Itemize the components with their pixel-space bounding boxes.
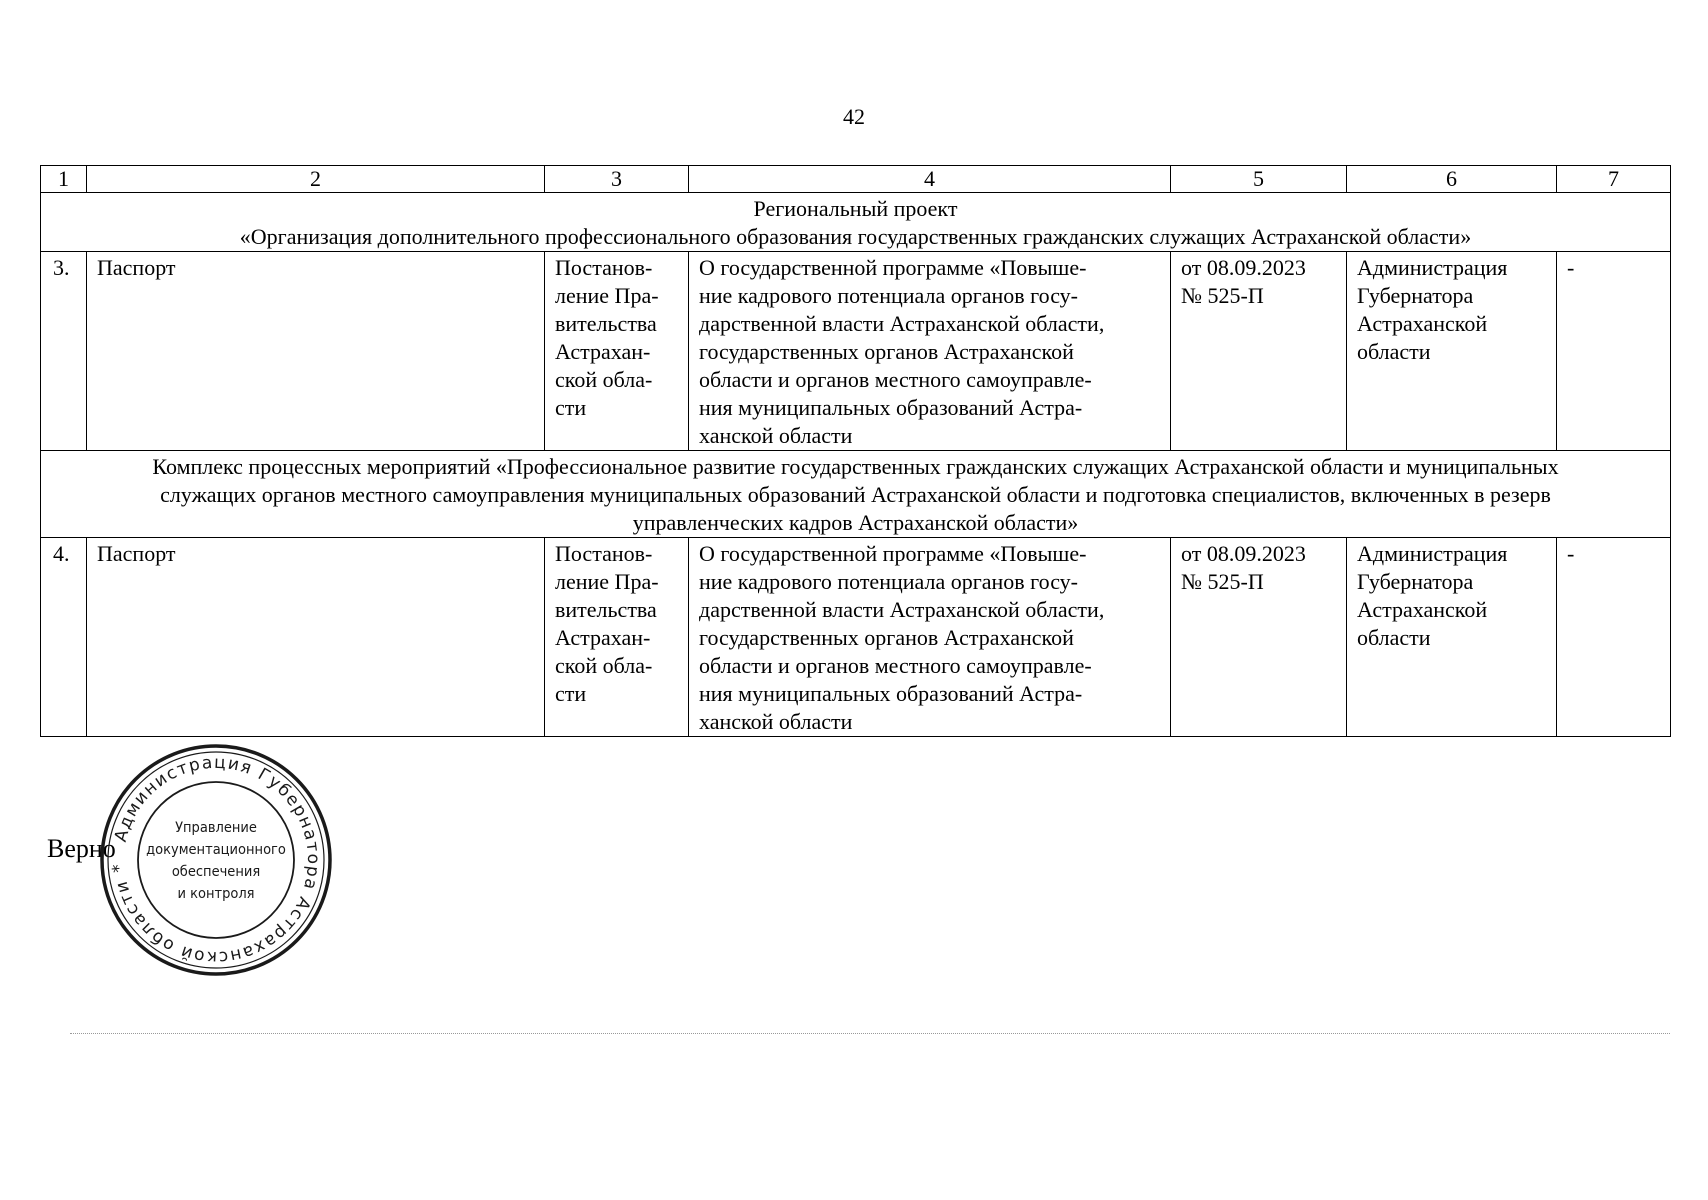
cell-line: ние кадрового потенциала органов госу- xyxy=(699,283,1078,308)
header-cell: 1 xyxy=(41,166,87,193)
section-line: «Организация дополнительного профессионального образования государственных гражданских служащих Астраханской области» xyxy=(239,224,1472,249)
cell-line: от 08.09.2023 xyxy=(1181,541,1306,566)
document-title xyxy=(689,538,1171,737)
cell-line: Астрахан- xyxy=(555,625,651,650)
cell-line: Губернатора xyxy=(1357,283,1474,308)
stamp-ring-text: Администрация Губернатора Астраханской области * xyxy=(108,752,324,968)
document-name: Паспорт xyxy=(87,538,545,737)
header-cell: 7 xyxy=(1557,166,1671,193)
cell-line: дарственной власти Астраханской области, xyxy=(699,597,1105,622)
page-number: 42 xyxy=(843,104,865,129)
cell-line: О государственной программе «Повыше- xyxy=(699,541,1087,566)
section-title xyxy=(41,451,1671,538)
stamp-center-line: обеспечения xyxy=(171,864,261,880)
table-row xyxy=(41,538,1671,737)
cell-line: дарственной власти Астраханской области, xyxy=(699,311,1105,336)
cell-line: государственных органов Астраханской xyxy=(699,625,1074,650)
cell-line: ление Пра- xyxy=(555,569,659,594)
cell-line: ханской области xyxy=(699,423,853,448)
cell-line: вительства xyxy=(555,311,657,336)
cell-line: ние кадрового потенциала органов госу- xyxy=(699,569,1078,594)
stamp-center-line: Управление xyxy=(175,820,257,836)
cell-line: области xyxy=(1357,339,1431,364)
document-table xyxy=(40,165,1671,737)
section-row xyxy=(41,193,1671,252)
header-cell: 5 xyxy=(1171,166,1347,193)
section-title xyxy=(41,193,1671,252)
cell-line: Постанов- xyxy=(555,255,653,280)
verno-label: Верно xyxy=(47,834,116,863)
document-organization xyxy=(1347,252,1557,451)
cell-line: сти xyxy=(555,681,587,706)
cell-line: Астрахан- xyxy=(555,339,651,364)
document-organization xyxy=(1347,538,1557,737)
row-number: 3. xyxy=(41,252,87,451)
cell-line: Губернатора xyxy=(1357,569,1474,594)
stamp-seal xyxy=(96,740,336,980)
cell-line: государственных органов Астраханской xyxy=(699,339,1074,364)
document-title xyxy=(689,252,1171,451)
cell-line: от 08.09.2023 xyxy=(1181,255,1306,280)
cell-line: ния муниципальных образований Астра- xyxy=(699,681,1083,706)
cell-line: Администрация xyxy=(1357,541,1508,566)
header-cell: 3 xyxy=(545,166,689,193)
table-row xyxy=(41,252,1671,451)
cell-line: № 525-П xyxy=(1181,569,1264,594)
header-cell: 2 xyxy=(87,166,545,193)
cell-line: ление Пра- xyxy=(555,283,659,308)
cell-line: области xyxy=(1357,625,1431,650)
cell-line: ской обла- xyxy=(555,653,653,678)
header-cell: 6 xyxy=(1347,166,1557,193)
stamp-center-line: и контроля xyxy=(177,886,255,902)
cell-line: Постанов- xyxy=(555,541,653,566)
section-line: управленческих кадров Астраханской области» xyxy=(632,510,1079,535)
document-name: Паспорт xyxy=(87,252,545,451)
document-note: - xyxy=(1557,538,1671,737)
document-note: - xyxy=(1557,252,1671,451)
cell-line: Астраханской xyxy=(1357,597,1488,622)
document-type xyxy=(545,252,689,451)
document-date xyxy=(1171,538,1347,737)
cell-line: Астраханской xyxy=(1357,311,1488,336)
section-line: служащих органов местного самоуправления муниципальных образований Астраханской области и подготовка специалистов, включенных в резерв xyxy=(160,482,1551,507)
section-row xyxy=(41,451,1671,538)
cell-line: О государственной программе «Повыше- xyxy=(699,255,1087,280)
stamp-center-line: документационного xyxy=(146,842,286,858)
cell-line: вительства xyxy=(555,597,657,622)
row-number: 4. xyxy=(41,538,87,737)
section-line: Региональный проект xyxy=(753,196,958,221)
header-cell: 4 xyxy=(689,166,1171,193)
bottom-divider xyxy=(70,1033,1670,1034)
cell-line: ской обла- xyxy=(555,367,653,392)
cell-line: области и органов местного самоуправле- xyxy=(699,367,1092,392)
cell-line: ханской области xyxy=(699,709,853,734)
cell-line: сти xyxy=(555,395,587,420)
header-row xyxy=(41,166,1671,193)
document-type xyxy=(545,538,689,737)
section-line: Комплекс процессных мероприятий «Профессиональное развитие государственных гражданских служащих Астраханской области и муниципальных xyxy=(152,454,1559,479)
cell-line: области и органов местного самоуправле- xyxy=(699,653,1092,678)
cell-line: Администрация xyxy=(1357,255,1508,280)
cell-line: № 525-П xyxy=(1181,283,1264,308)
cell-line: ния муниципальных образований Астра- xyxy=(699,395,1083,420)
document-date xyxy=(1171,252,1347,451)
